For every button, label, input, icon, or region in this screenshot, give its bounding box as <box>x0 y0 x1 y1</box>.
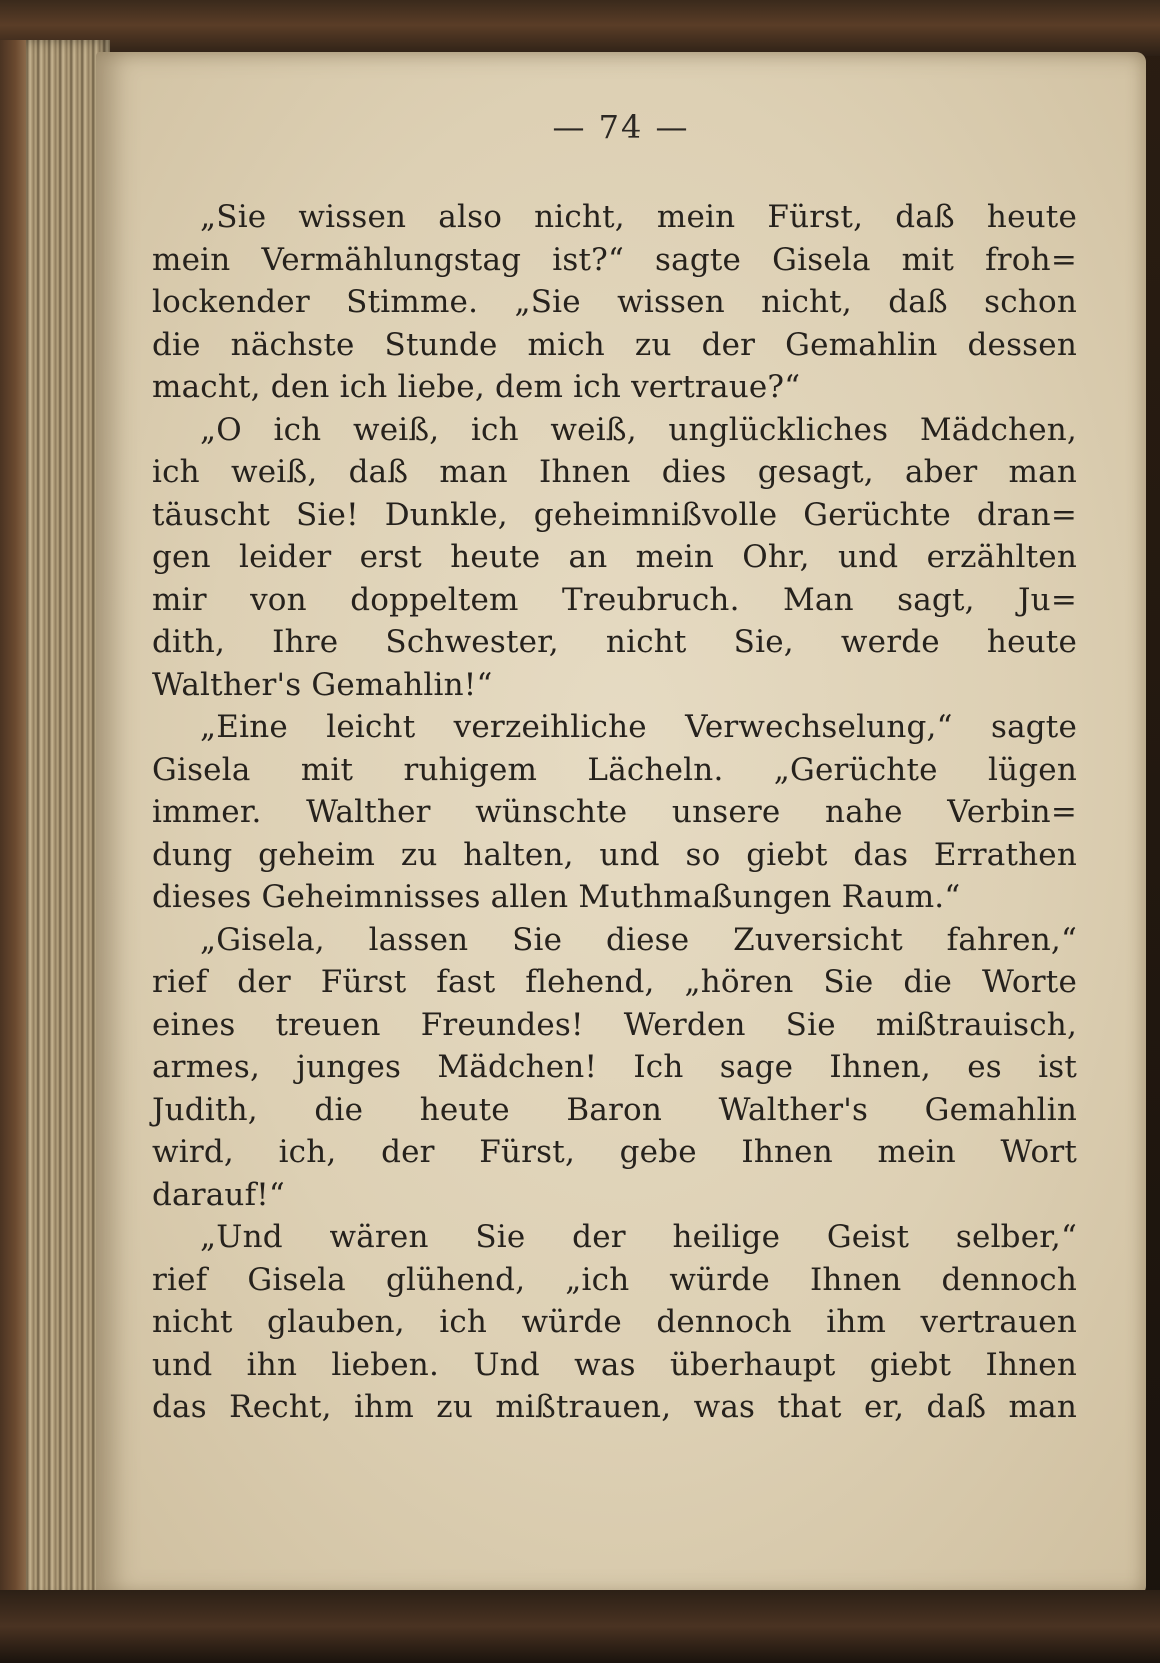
text-line: immer. Walther wünschte unsere nahe Verbin= <box>152 794 1077 830</box>
text-line: Gisela mit ruhigem Lächeln. „Gerüchte lügen <box>152 751 1077 788</box>
text-line: dith, Ihre Schwester, nicht Sie, werde heute <box>152 624 1077 660</box>
text-line: rief der Fürst fast flehend, „hören Sie die Worte <box>152 964 1077 1000</box>
text-line: dung geheim zu halten, und so giebt das Errathen <box>152 836 1077 873</box>
text-line: „Und wären Sie der heilige Geist selber,“ <box>200 1219 1077 1255</box>
text-line: macht, den ich liebe, dem ich vertraue?“ <box>152 369 801 405</box>
page-text <box>152 196 1077 1429</box>
book-cover-bottom-edge <box>0 1590 1160 1663</box>
text-line: wird, ich, der Fürst, gebe Ihnen mein Wort <box>152 1134 1077 1170</box>
text-line: armes, junges Mädchen! Ich sage Ihnen, es ist <box>152 1049 1077 1085</box>
text-line: „O ich weiß, ich weiß, unglückliches Mädchen, <box>200 411 1077 448</box>
text-line: täuscht Sie! Dunkle, geheimnißvolle Gerüchte dran= <box>152 496 1077 533</box>
text-line: mein Vermählungstag ist?“ sagte Gisela mit froh= <box>152 241 1077 278</box>
text-line: Walther's Gemahlin!“ <box>152 666 493 703</box>
book-spine <box>0 40 26 1600</box>
book-cover-top-edge <box>0 0 1160 56</box>
text-line: rief Gisela glühend, „ich würde Ihnen dennoch <box>152 1261 1077 1298</box>
text-line: nicht glauben, ich würde dennoch ihm vertrauen <box>152 1304 1077 1340</box>
text-line: eines treuen Freundes! Werden Sie mißtrauisch, <box>152 1006 1077 1043</box>
text-line: „Eine leicht verzeihliche Verwechselung,“ sagte <box>200 709 1077 745</box>
text-line: die nächste Stunde mich zu der Gemahlin dessen <box>152 326 1077 363</box>
text-line: „Gisela, lassen Sie diese Zuversicht fahren,“ <box>200 921 1077 958</box>
text-line: ich weiß, daß man Ihnen dies gesagt, aber man <box>152 454 1077 490</box>
text-line: gen leider erst heute an mein Ohr, und erzählten <box>152 539 1077 575</box>
text-line: darauf!“ <box>152 1176 285 1213</box>
text-line: lockender Stimme. „Sie wissen nicht, daß schon <box>152 284 1077 320</box>
text-line: dieses Geheimnisses allen Muthmaßungen Raum.“ <box>152 879 961 915</box>
text-line: und ihn lieben. Und was überhaupt giebt Ihnen <box>152 1346 1077 1383</box>
text-line: „Sie wissen also nicht, mein Fürst, daß heute <box>200 199 1077 235</box>
text-line: mir von doppeltem Treubruch. Man sagt, Ju= <box>152 581 1077 618</box>
text-line: Judith, die heute Baron Walther's Gemahlin <box>152 1091 1077 1128</box>
page-number: — 74 — <box>552 108 690 146</box>
text-line: das Recht, ihm zu mißtrauen, was that er, daß man <box>152 1389 1077 1425</box>
